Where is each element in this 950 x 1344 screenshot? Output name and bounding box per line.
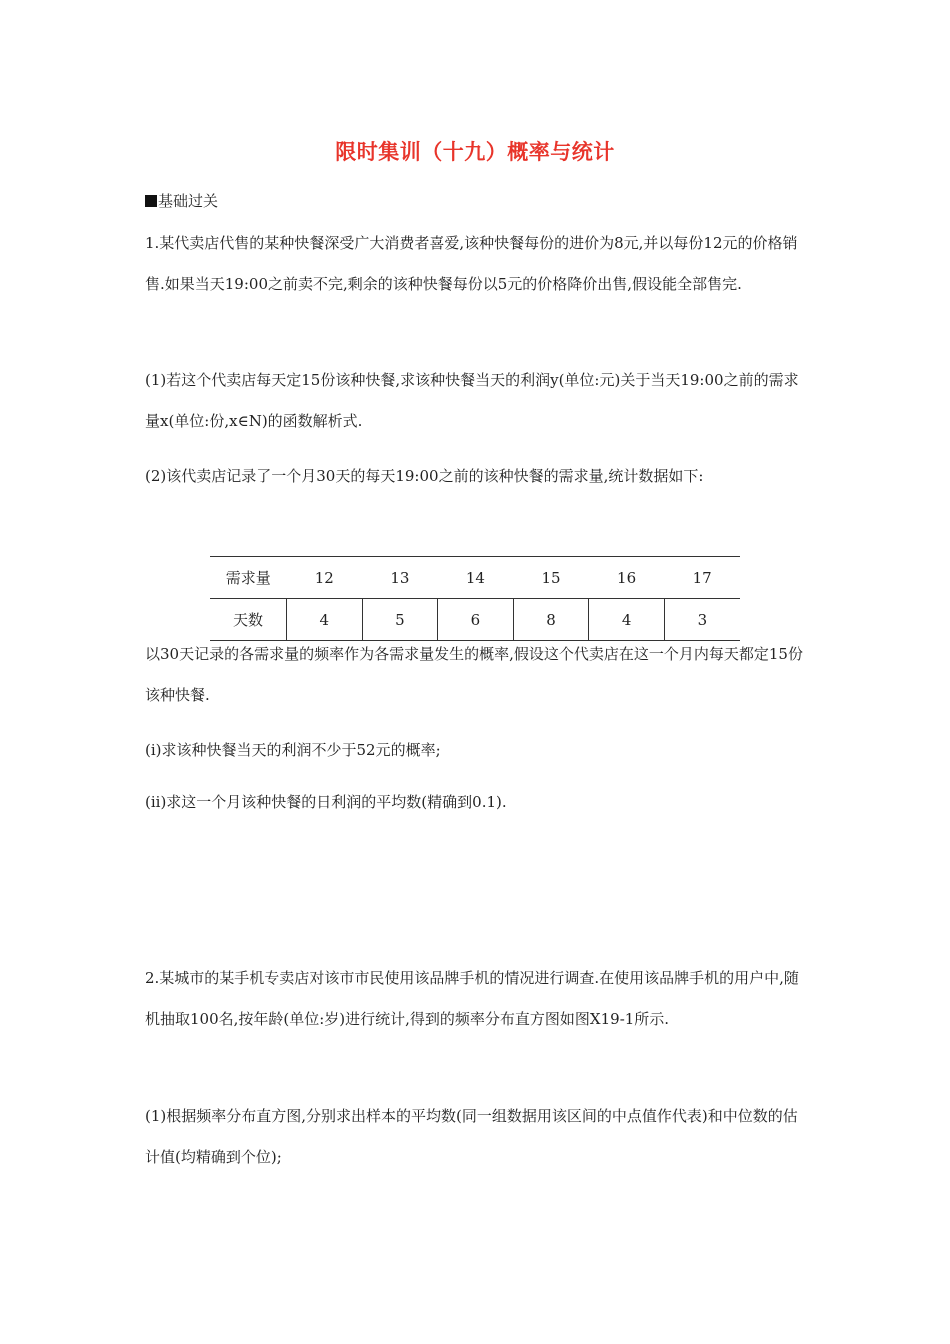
q1-after-table: 以30天记录的各需求量的频率作为各需求量发生的概率,假设这个代卖店在这一个月内每天都定15份该种快餐.: [145, 645, 803, 704]
table-cell: 3: [664, 599, 740, 641]
q1-stem: 1.某代卖店代售的某种快餐深受广大消费者喜爱,该种快餐每份的进价为8元,并以每份12元的价格销售.如果当天19:00之前卖不完,剩余的该种快餐每份以5元的价格降价出售,假设能全部售完.: [145, 234, 798, 293]
table-cell: 16: [589, 557, 665, 599]
table-header-cell: 天数: [210, 599, 287, 641]
table-cell: 12: [287, 557, 363, 599]
square-bullet-icon: [145, 195, 157, 207]
table-cell: 14: [438, 557, 514, 599]
table-cell: 6: [438, 599, 514, 641]
q1-sub-ii: (ii)求这一个月该种快餐的日利润的平均数(精确到0.1).: [145, 793, 507, 811]
table-header-cell: 需求量: [210, 557, 287, 599]
demand-table: [210, 556, 740, 641]
q2-part1: (1)根据频率分布直方图,分别求出样本的平均数(同一组数据用该区间的中点值作代表)和中位数的估计值(均精确到个位);: [145, 1107, 798, 1166]
q1-part2: (2)该代卖店记录了一个月30天的每天19:00之前的该种快餐的需求量,统计数据如下:: [145, 467, 704, 485]
section-label: 基础过关: [158, 192, 219, 210]
table-cell: 8: [513, 599, 589, 641]
table-row: [210, 557, 740, 599]
table-cell: 4: [589, 599, 665, 641]
q2-stem: 2.某城市的某手机专卖店对该市市民使用该品牌手机的情况进行调查.在使用该品牌手机的用户中,随机抽取100名,按年龄(单位:岁)进行统计,得到的频率分布直方图如图X19-1所示.: [145, 969, 799, 1028]
table-cell: 13: [362, 557, 438, 599]
table-cell: 15: [513, 557, 589, 599]
table-cell: 17: [664, 557, 740, 599]
page-title: 限时集训（十九）概率与统计: [335, 139, 615, 164]
table-cell: 4: [287, 599, 363, 641]
section-heading: [145, 190, 218, 211]
table-cell: 5: [362, 599, 438, 641]
q1-sub-i: (i)求该种快餐当天的利润不少于52元的概率;: [145, 741, 441, 759]
q1-part1: (1)若这个代卖店每天定15份该种快餐,求该种快餐当天的利润y(单位:元)关于当天19:00之前的需求量x(单位:份,x∈N)的函数解析式.: [145, 371, 799, 430]
